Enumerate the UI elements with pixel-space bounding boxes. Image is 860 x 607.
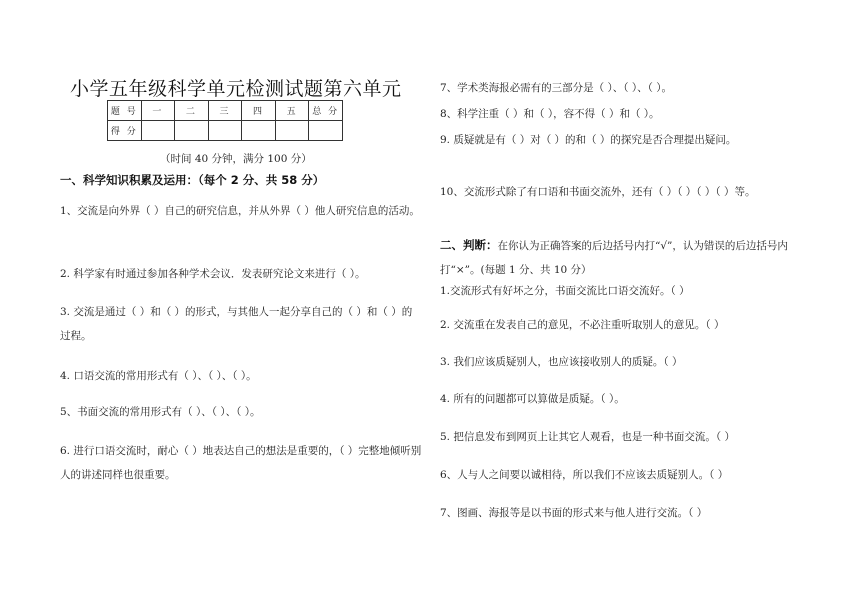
judgement-question: 3. 我们应该质疑别人，也应该接收别人的质疑。（ ） — [440, 356, 683, 368]
score-table-cell: 二 — [175, 101, 209, 121]
judgement-question: 2. 交流重在发表自己的意见，不必注重听取别人的意见。（ ） — [440, 319, 725, 331]
score-table-cell: 一 — [141, 101, 175, 121]
exam-note: （时间 40 分钟，满分 100 分） — [160, 153, 312, 165]
score-input-cell[interactable] — [309, 121, 343, 141]
score-table-header-row — [108, 101, 343, 121]
question: 8、科学注重（ ）和（ ），容不得（ ）和（ ）。 — [440, 108, 660, 120]
question: 5、书面交流的常用形式有（ ）、（ ）、（ ）。 — [60, 406, 261, 418]
score-input-cell[interactable] — [275, 121, 309, 141]
question: 3. 交流是通过（ ）和（ ）的形式，与其他人一起分享自己的（ ）和（ ）的过程。 — [60, 306, 413, 342]
score-table — [107, 100, 343, 141]
score-input-cell[interactable] — [242, 121, 276, 141]
judgement-question: 7、图画、海报等是以书面的形式来与他人进行交流。（ ） — [440, 507, 708, 519]
score-table-cell: 五 — [275, 101, 309, 121]
judgement-question: 6、人与人之间要以诚相待，所以我们不应该去质疑别人。（ ） — [440, 469, 729, 481]
question: 2. 科学家有时通过参加各种学术会议．发表研究论文来进行（ ）。 — [60, 268, 366, 280]
question: 4. 口语交流的常用形式有（ ）、（ ）、（ ）。 — [60, 370, 257, 382]
score-input-cell[interactable] — [175, 121, 209, 141]
score-table-score-row — [108, 121, 343, 141]
section-heading-label: 二、判断： — [440, 238, 498, 252]
score-table-cell: 三 — [208, 101, 242, 121]
question: 6. 进行口语交流时，耐心（ ）地表达自己的想法是重要的，（ ）完整地倾听别人的讲述同样也很重要。 — [60, 445, 422, 481]
section-heading: 一、科学知识积累及运用：（每个 2 分、共 58 分） — [60, 173, 325, 187]
judgement-question: 5. 把信息发布到网页上让其它人观看，也是一种书面交流。（ ） — [440, 431, 735, 443]
score-table-cell: 得 分 — [108, 121, 142, 141]
page-title: 小学五年级科学单元检测试题第六单元 — [70, 78, 402, 100]
question: 7、学术类海报必需有的三部分是（ ）、（ ）、（ ）。 — [440, 82, 672, 94]
section-heading — [440, 233, 802, 282]
score-input-cell[interactable] — [208, 121, 242, 141]
question: 9. 质疑就是有（ ）对（ ）的和（ ）的探究是否合理提出疑问。 — [440, 134, 737, 146]
score-table-cell: 四 — [242, 101, 276, 121]
question: 1、交流是向外界（ ）自己的研究信息，并从外界（ ）他人研究信息的活动。 — [60, 205, 420, 217]
judgement-question: 1.交流形式有好坏之分，书面交流比口语交流好。（ ） — [440, 285, 690, 297]
judgement-question: 4. 所有的问题都可以算做是质疑。（ ）。 — [440, 393, 625, 405]
question: 10、交流形式除了有口语和书面交流外，还有（ ）（ ）（ ）（ ）等。 — [440, 186, 756, 198]
section-heading-instructions: 在你认为正确答案的后边括号内打“√”，认为错误的后边括号内打“×”。(每题 1 分、共 10 分） — [440, 240, 788, 276]
score-table-cell: 总 分 — [309, 101, 343, 121]
score-table-cell: 题 号 — [108, 101, 142, 121]
score-input-cell[interactable] — [141, 121, 175, 141]
